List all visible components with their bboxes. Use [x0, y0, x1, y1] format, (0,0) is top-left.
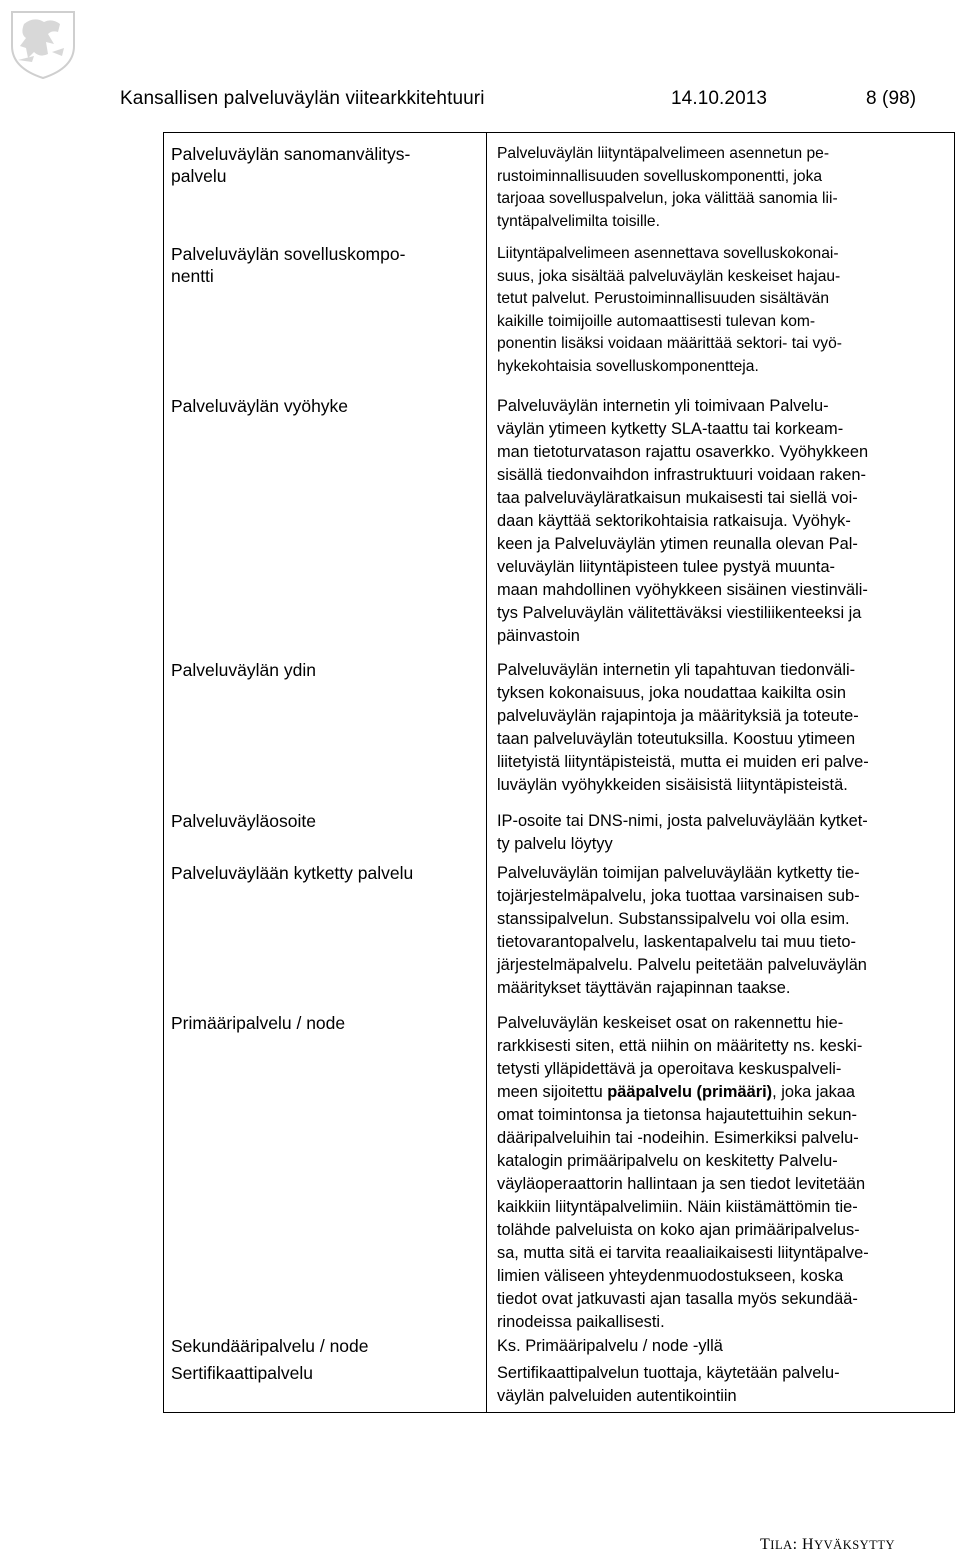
document-date: 14.10.2013	[671, 88, 768, 109]
definition-line: tyntäpalvelimilta toisille.	[497, 212, 660, 230]
definition-line: keen ja Palveluväylän ytimen reunalla olevan Pal-	[497, 535, 858, 553]
definition-line: stanssipalvelun. Substanssipalvelu voi olla esim.	[497, 910, 850, 928]
term-line: Palveluväylän sovelluskompo-	[171, 244, 406, 264]
term-sertifikaattipalvelu: Sertifikaattipalvelu	[171, 1363, 314, 1383]
definition-sovelluskomponentti	[497, 243, 957, 378]
definition-ydin	[497, 659, 957, 797]
term-primaaripalvelu: Primääripalvelu / node	[171, 1013, 346, 1033]
definition-line: suus, joka sisältää palveluväylän keskeiset hajau-	[497, 267, 841, 285]
term-vyohyke: Palveluväylän vyöhyke	[171, 396, 349, 416]
term-line: nentti	[171, 266, 214, 286]
definition-line: maan mahdollinen vyöhykkeen sisäinen viestinväli-	[497, 581, 868, 599]
term-kytketty-palvelu: Palveluväylään kytketty palvelu	[171, 863, 414, 883]
definition-line: Liityntäpalvelimeen asennettava sovelluskokonai-	[497, 245, 839, 262]
definition-line: Palveluväylän liityntäpalvelimeen asennetun pe-	[497, 145, 830, 162]
definition-text-before: Palveluväylän keskeiset osat on rakennettu hie- rarkkisesti siten, että niihin on määritetty ns. keski- tetysti ylläpidettävä ja operoitava keskuspalveli- meen sijoitettu	[497, 1014, 863, 1101]
document-status: TILA: HYVÄKSYTTY	[760, 1536, 895, 1553]
definition-line: daan käyttää sektorikohtaisia ratkaisuja. Vyöhyk-	[497, 512, 851, 530]
definition-line: liitetyistä liityntäpisteistä, mutta ei muiden eri palve-	[497, 753, 869, 771]
term-palveluvaylaosoite: Palveluväyläosoite	[171, 811, 316, 831]
definition-line: määritykset täyttävän rajapinnan taakse.	[497, 979, 791, 997]
definition-line: sisällä tiedonvaihdon infrastruktuuri voidaan raken-	[497, 466, 866, 484]
definition-line: ty palvelu löytyy	[497, 835, 613, 853]
definition-line: kaikille toimijoille automaattisesti tulevan kom-	[497, 312, 816, 330]
term-ydin: Palveluväylän ydin	[171, 660, 316, 680]
definition-line: tetut palvelut. Perustoiminnallisuuden sisältävän	[497, 290, 829, 307]
definition-line: Palveluväylän internetin yli toimivaan Palvelu-	[497, 397, 829, 415]
definition-text-after: , joka jakaa omat toimintonsa ja tietonsa hajautettuihin sekun- dääripalveluihin tai -nodeihin. Esimerkiksi palvelu- katalogin primääripalvelu on keskitetty Palvelu- väyläoperaattorin hallintaan ja sen tiedot levitetään kaikkiin liityntäpalvelimiin. Näin kiistämättömin tie- tolähde palveluista on koko ajan primääripalvelus- sa, mutta sitä ei tarvita reaaliaikaisesti liityntäpalve- limien väliseen yhteydenmuodostukseen, koska tiedot ovat jatkuvasti ajan tasalla myös sekundää- rinodeissa paikallisesti.	[497, 1083, 869, 1331]
definition-palveluvaylaosoite	[497, 810, 957, 856]
page-number: 8 (98)	[866, 88, 917, 109]
term-line: palvelu	[171, 166, 227, 186]
definition-line: järjestelmäpalvelu. Palvelu peitetään palveluväylän	[497, 956, 867, 974]
definition-line: Sertifikaattipalvelun tuottaja, käytetään palvelu-	[497, 1364, 840, 1382]
definition-line: taan palveluväylän toteutuksilla. Koostuu ytimeen	[497, 730, 856, 748]
term-line: Palveluväylän sanomanvälitys-	[171, 144, 411, 164]
definition-bold-term: pääpalvelu (primääri)	[607, 1083, 773, 1101]
definition-line: päinvastoin	[497, 627, 580, 645]
term-sovelluskomponentti	[171, 243, 476, 287]
definition-line: man tietoturvatason rajattu osaverkko. Vyöhykkeen	[497, 443, 869, 461]
definition-sertifikaattipalvelu	[497, 1362, 957, 1408]
definition-line: hykekohtaisia sovelluskomponentteja.	[497, 357, 759, 375]
definition-sekundaaripalvelu	[497, 1335, 957, 1358]
document-title: Kansallisen palveluväylän viitearkkitehtuuri	[120, 88, 485, 109]
definition-line: Palveluväylän internetin yli tapahtuvan tiedonväli-	[497, 661, 856, 679]
definition-line: Ks. Primääripalvelu / node -yllä	[497, 1337, 723, 1355]
definition-line: väylän ytimeen kytketty SLA-taattu tai korkeam-	[497, 420, 844, 438]
definition-line: tyksen kokonaisuus, joka noudattaa kaikilta osin	[497, 684, 846, 702]
definition-line: Palveluväylän toimijan palveluväylään kytketty tie-	[497, 864, 860, 882]
finnish-coat-of-arms-logo	[4, 2, 82, 80]
definitions-table	[163, 132, 955, 1413]
definition-line: väylän palveluiden autentikointiin	[497, 1387, 737, 1405]
term-sekundaaripalvelu: Sekundääripalvelu / node	[171, 1336, 369, 1356]
definition-line: IP-osoite tai DNS-nimi, josta palveluväylään kytket-	[497, 812, 868, 830]
definition-line: luväylän vyöhykkeiden sisäisistä liityntäpisteistä.	[497, 776, 848, 794]
definition-line: tojärjestelmäpalvelu, joka tuottaa varsinaisen sub-	[497, 887, 860, 905]
definition-line: veluväylän liityntäpisteen tulee pystyä muunta-	[497, 558, 836, 576]
term-sanomanvalityspalvelu	[171, 143, 476, 187]
column-divider	[486, 133, 487, 1412]
definition-line: tys Palveluväylän välitettäväksi viestiliikenteeksi ja	[497, 604, 862, 622]
definition-line: ponentin lisäksi voidaan määrittää sektori- tai vyö-	[497, 335, 842, 352]
definition-line: tarjoaa sovelluspalvelun, joka välittää sanomia lii-	[497, 190, 838, 207]
definition-sanomanvalityspalvelu	[497, 143, 957, 233]
definition-line: taa palveluväyläratkaisun mukaisesti tai siellä voi-	[497, 489, 858, 507]
definition-vyohyke	[497, 395, 957, 648]
definition-kytketty-palvelu	[497, 862, 957, 1000]
definition-line: tietovarantopalvelu, laskentapalvelu tai muu tieto-	[497, 933, 856, 951]
definition-line: palveluväylän rajapintoja ja määrityksiä ja toteute-	[497, 707, 859, 725]
definition-primaaripalvelu	[497, 1012, 957, 1334]
definition-line: rustoiminnallisuuden sovelluskomponentti, joka	[497, 167, 823, 185]
